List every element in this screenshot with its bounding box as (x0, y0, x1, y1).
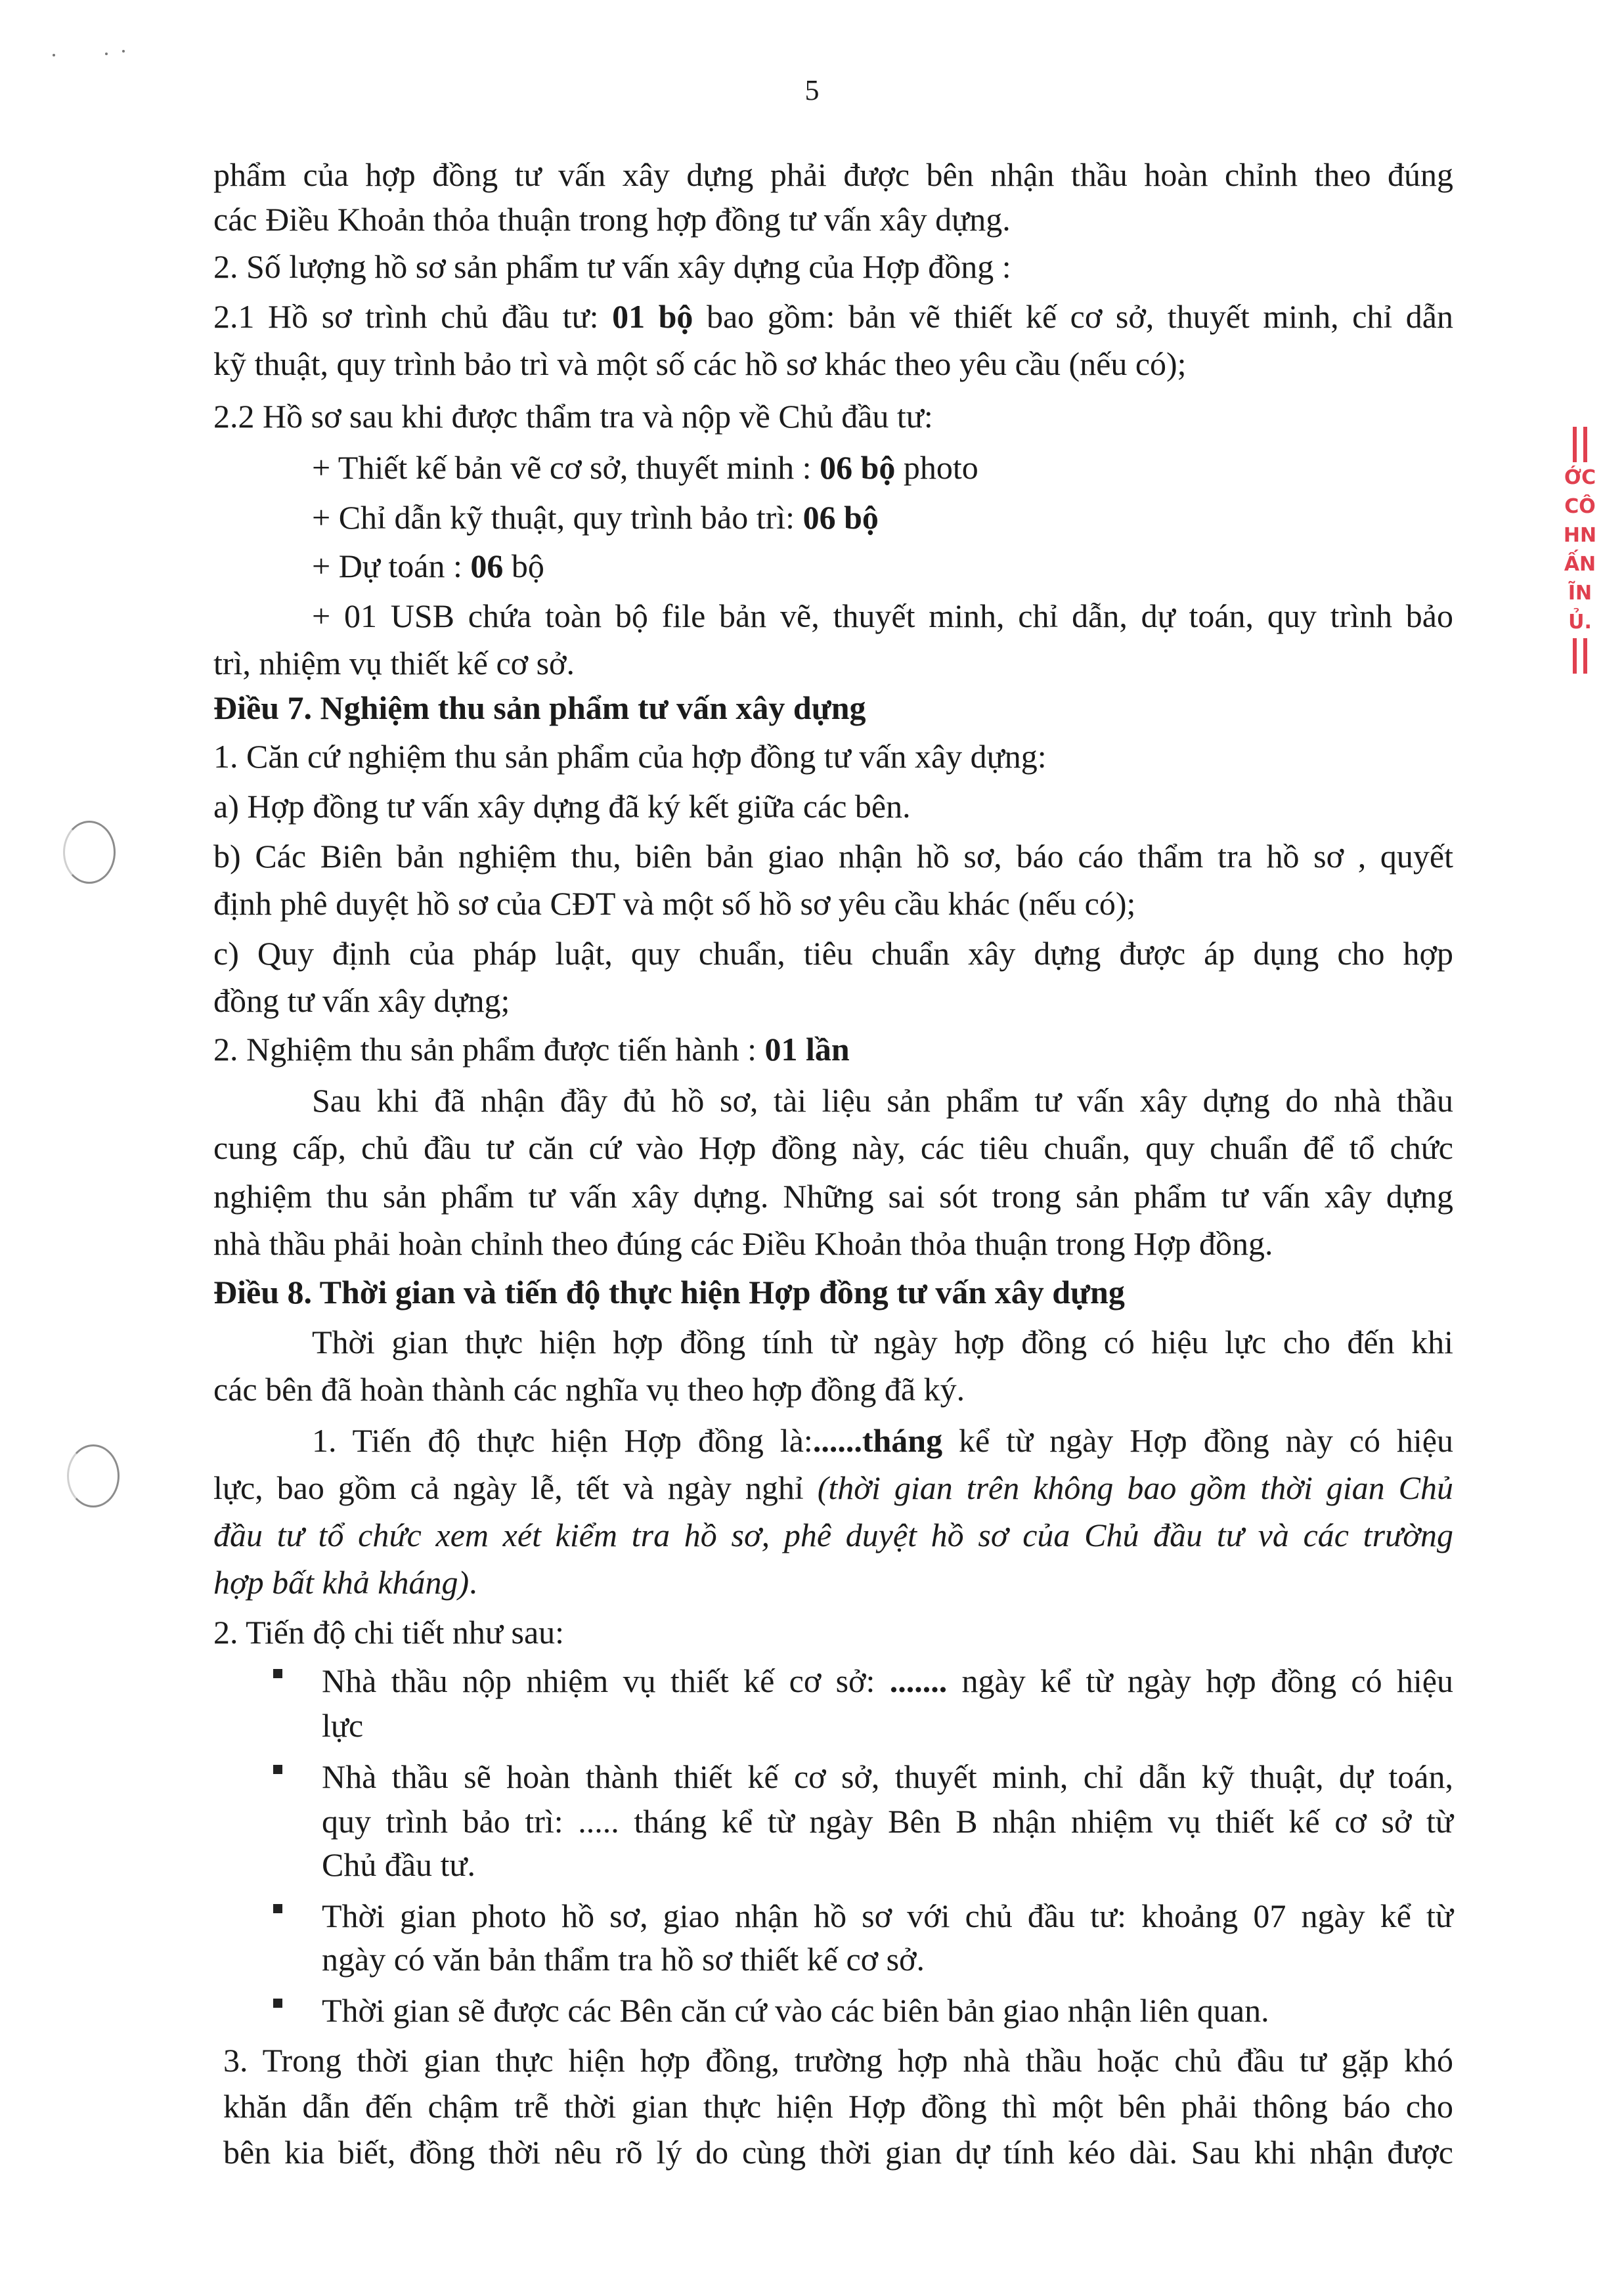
text-line: 1. Tiến độ thực hiện Hợp đồng là:......tháng kể từ ngày Hợp đồng này có hiệu (312, 1422, 1453, 1459)
text-line: định phê duyệt hồ sơ của CĐT và một số hồ sơ yêu cầu khác (nếu có); (213, 885, 1136, 922)
text-line: Thời gian thực hiện hợp đồng tính từ ngày hợp đồng có hiệu lực cho đến khi (312, 1324, 1453, 1360)
text-line: b) Các Biên bản nghiệm thu, biên bản giao nhận hồ sơ, báo cáo thẩm tra hồ sơ , quyết (213, 838, 1453, 875)
text-line: đầu tư tổ chức xem xét kiểm tra hồ sơ, phê duyệt hồ sơ của Chủ đầu tư và các trường (213, 1517, 1453, 1553)
text-line: trì, nhiệm vụ thiết kế cơ sở. (213, 645, 575, 682)
text-line: a) Hợp đồng tư vấn xây dựng đã ký kết giữa các bên. (213, 788, 911, 825)
text-line: đồng tư vấn xây dựng; (213, 982, 510, 1019)
text-line: 2.1 Hồ sơ trình chủ đầu tư: 01 bộ bao gồm: bản vẽ thiết kế cơ sở, thuyết minh, chỉ dẫn (213, 298, 1453, 335)
text-line: khăn dẫn đến chậm trễ thời gian thực hiện Hợp đồng thì một bên phải thông báo cho (223, 2088, 1453, 2125)
text-line: 2. Tiến độ chi tiết như sau: (213, 1614, 565, 1651)
text-line: 1. Căn cứ nghiệm thu sản phẩm của hợp đồng tư vấn xây dựng: (213, 738, 1047, 775)
page-number: 5 (804, 74, 820, 106)
scan-speck (105, 53, 108, 55)
bullet-text: Chủ đầu tư. (322, 1846, 476, 1883)
text-line: 3. Trong thời gian thực hiện hợp đồng, trường hợp nhà thầu hoặc chủ đầu tư gặp khó (223, 2042, 1453, 2079)
text-line: cung cấp, chủ đầu tư căn cứ vào Hợp đồng này, các tiêu chuẩn, quy chuẩn để tổ chức (213, 1129, 1453, 1166)
punch-hole (63, 821, 116, 884)
bullet-marker (273, 1904, 282, 1913)
text-line: bên kia biết, đồng thời nêu rõ lý do cùng thời gian dự tính kéo dài. Sau khi nhận được (223, 2134, 1453, 2171)
text-line: + 01 USB chứa toàn bộ file bản vẽ, thuyết minh, chỉ dẫn, dự toán, quy trình bảo (312, 597, 1453, 634)
text-line: 2.2 Hồ sơ sau khi được thẩm tra và nộp về Chủ đầu tư: (213, 398, 933, 435)
text-line: lực, bao gồm cả ngày lễ, tết và ngày nghỉ (thời gian trên không bao gồm thời gian Chủ (213, 1469, 1453, 1506)
bullet-text: Thời gian photo hồ sơ, giao nhận hồ sơ với chủ đầu tư: khoảng 07 ngày kể từ (322, 1897, 1453, 1934)
section-heading-article-8: Điều 8. Thời gian và tiến độ thực hiện Hợp đồng tư vấn xây dựng (213, 1274, 1125, 1310)
text-line: kỹ thuật, quy trình bảo trì và một số các hồ sơ khác theo yêu cầu (nếu có); (213, 345, 1187, 382)
scan-speck (53, 54, 55, 56)
text-line: c) Quy định của pháp luật, quy chuẩn, tiêu chuẩn xây dựng được áp dụng cho hợp (213, 935, 1453, 972)
section-heading-article-7: Điều 7. Nghiệm thu sản phẩm tư vấn xây dựng (213, 689, 866, 726)
text-line: nhà thầu phải hoàn chỉnh theo đúng các Điều Khoản thỏa thuận trong Hợp đồng. (213, 1225, 1273, 1262)
text-line: + Chỉ dẫn kỹ thuật, quy trình bảo trì: 06 bộ (312, 499, 879, 536)
text-line: các Điều Khoản thỏa thuận trong hợp đồng tư vấn xây dựng. (213, 201, 1011, 238)
bullet-marker (273, 1999, 282, 2008)
text-line: phẩm của hợp đồng tư vấn xây dựng phải được bên nhận thầu hoàn chỉnh theo đúng (213, 156, 1453, 193)
text-line: các bên đã hoàn thành các nghĩa vụ theo hợp đồng đã ký. (213, 1371, 965, 1408)
text-line: 2. Nghiệm thu sản phẩm được tiến hành : 01 lần (213, 1031, 850, 1068)
text-line: hợp bất khả kháng). (213, 1564, 477, 1601)
punch-hole (67, 1444, 120, 1507)
bullet-text: ngày có văn bản thẩm tra hồ sơ thiết kế cơ sở. (322, 1941, 925, 1978)
text-line: nghiệm thu sản phẩm tư vấn xây dựng. Những sai sót trong sản phẩm tư vấn xây dựng (213, 1178, 1453, 1215)
text-line: + Thiết kế bản vẽ cơ sở, thuyết minh : 06 bộ photo (312, 449, 978, 486)
bullet-text: quy trình bảo trì: ..... tháng kể từ ngày Bên B nhận nhiệm vụ thiết kế cơ sở từ (322, 1803, 1453, 1840)
scan-speck (122, 50, 125, 53)
text-line: 2. Số lượng hồ sơ sản phẩm tư vấn xây dựng của Hợp đồng : (213, 248, 1011, 285)
bullet-marker (273, 1765, 282, 1774)
text-line: Sau khi đã nhận đầy đủ hồ sơ, tài liệu sản phẩm tư vấn xây dựng do nhà thầu (312, 1082, 1453, 1119)
bullet-text: Nhà thầu nộp nhiệm vụ thiết kế cơ sở: ....... ngày kể từ ngày hợp đồng có hiệu (322, 1662, 1453, 1699)
text-line: + Dự toán : 06 bộ (312, 548, 544, 584)
bullet-marker (273, 1669, 282, 1678)
bullet-text: Thời gian sẽ được các Bên căn cứ vào các biên bản giao nhận liên quan. (322, 1992, 1269, 2029)
red-seal-fragment: ỚC CÔ HN ẤN ĨN Ủ. (1560, 425, 1600, 714)
bullet-text: lực (322, 1707, 364, 1744)
bullet-text: Nhà thầu sẽ hoàn thành thiết kế cơ sở, thuyết minh, chỉ dẫn kỹ thuật, dự toán, (322, 1758, 1453, 1795)
